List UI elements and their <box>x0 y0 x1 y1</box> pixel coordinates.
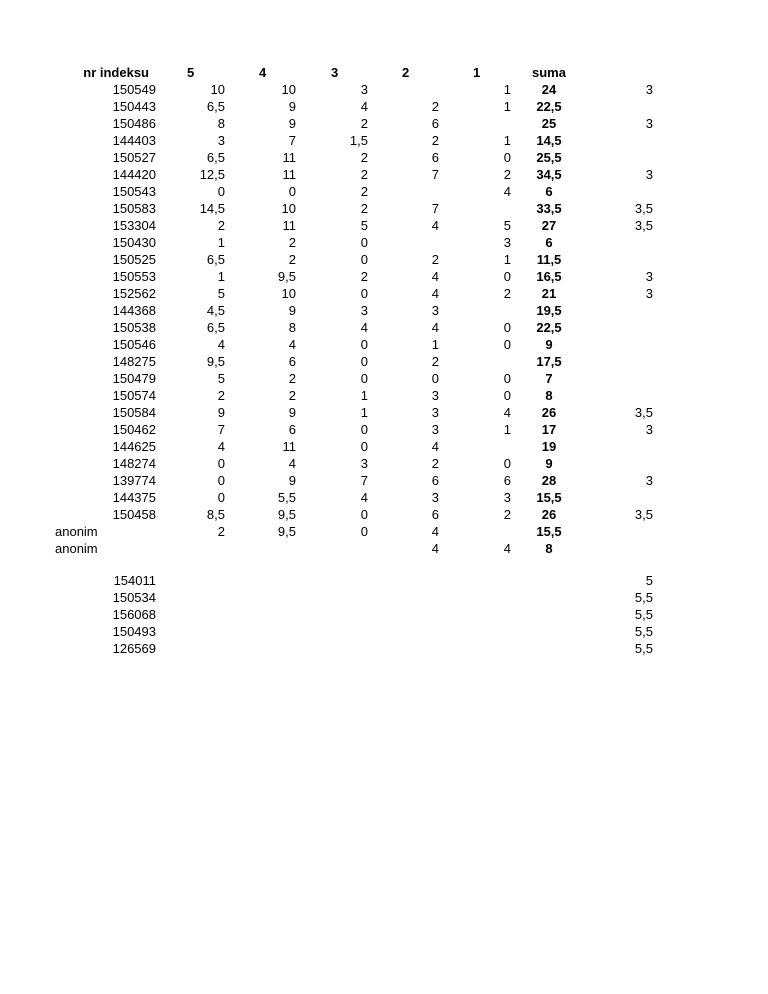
cell-col-3: 2 <box>360 184 368 199</box>
cell-col-2: 4 <box>431 439 439 454</box>
cell-id: 150486 <box>112 116 156 131</box>
cell-col-4: 5,5 <box>277 490 296 505</box>
table-row <box>0 302 768 319</box>
cell-col-3: 0 <box>360 252 368 267</box>
cell-col-1: 1 <box>503 133 511 148</box>
cell-extra: 3 <box>645 269 653 284</box>
cell-col-2: 3 <box>431 422 439 437</box>
cell-col-5: 1 <box>217 269 225 284</box>
cell-col-5: 5 <box>217 286 225 301</box>
cell-extra: 3 <box>645 286 653 301</box>
cell-id: 144375 <box>112 490 156 505</box>
extra-row <box>0 623 768 640</box>
header-id: nr indeksu <box>83 65 149 80</box>
cell-col-3: 0 <box>360 439 368 454</box>
cell-extra: 3 <box>645 116 653 131</box>
cell-id: 144625 <box>112 439 156 454</box>
table-row <box>0 115 768 132</box>
cell-col-1: 1 <box>503 422 511 437</box>
cell-col-3: 2 <box>360 201 368 216</box>
cell-col-3: 4 <box>360 320 368 335</box>
cell-suma: 22,5 <box>536 320 562 335</box>
cell-col-1: 0 <box>503 320 511 335</box>
cell-col-4: 10 <box>281 201 296 216</box>
table-row <box>0 336 768 353</box>
cell-col-2: 4 <box>431 524 439 539</box>
cell-col-5: 9,5 <box>206 354 225 369</box>
cell-col-1: 1 <box>503 252 511 267</box>
table-row <box>0 81 768 98</box>
table-row <box>0 438 768 455</box>
cell-suma: 7 <box>545 371 553 386</box>
table-row <box>0 285 768 302</box>
cell-col-4: 11 <box>282 439 296 454</box>
cell-id: 150462 <box>112 422 156 437</box>
cell-col-5: 9 <box>217 405 225 420</box>
cell-col-4: 4 <box>288 337 296 352</box>
cell-id: 144368 <box>112 303 156 318</box>
cell-id: 150553 <box>112 269 156 284</box>
cell-col-5: 6,5 <box>206 99 225 114</box>
cell-col-3: 3 <box>360 456 368 471</box>
cell-col-3: 0 <box>360 371 368 386</box>
cell-col-2: 6 <box>431 150 439 165</box>
cell-col-4: 9 <box>288 116 296 131</box>
cell-col-5: 10 <box>210 82 225 97</box>
cell-col-2: 6 <box>431 507 439 522</box>
cell-suma: 34,5 <box>536 167 562 182</box>
cell-col-3: 4 <box>360 490 368 505</box>
cell-col-2: 4 <box>431 541 439 556</box>
cell-col-4: 2 <box>288 371 296 386</box>
extra-value: 5,5 <box>634 641 653 656</box>
cell-col-3: 3 <box>360 82 368 97</box>
cell-col-4: 11 <box>282 167 296 182</box>
cell-col-1: 0 <box>503 456 511 471</box>
cell-col-3: 2 <box>360 167 368 182</box>
cell-col-5: 6,5 <box>206 320 225 335</box>
cell-col-3: 3 <box>360 303 368 318</box>
extra-row <box>0 640 768 657</box>
cell-col-1: 2 <box>503 507 511 522</box>
table-row <box>0 472 768 489</box>
cell-id: 144420 <box>112 167 156 182</box>
cell-col-3: 1 <box>360 405 368 420</box>
cell-col-4: 9 <box>288 405 296 420</box>
cell-id: 150546 <box>112 337 156 352</box>
header-row <box>0 64 768 81</box>
table-row <box>0 217 768 234</box>
cell-col-4: 9,5 <box>277 507 296 522</box>
cell-col-3: 0 <box>360 507 368 522</box>
table-row <box>0 166 768 183</box>
cell-col-5: 0 <box>217 184 225 199</box>
cell-id: 150549 <box>112 82 156 97</box>
cell-col-4: 2 <box>288 252 296 267</box>
header-col-5: 5 <box>187 65 195 80</box>
cell-suma: 14,5 <box>536 133 562 148</box>
header-col-2: 2 <box>402 65 410 80</box>
cell-col-3: 0 <box>360 337 368 352</box>
cell-col-5: 5 <box>217 371 225 386</box>
cell-col-1: 3 <box>503 235 511 250</box>
cell-id: 150584 <box>112 405 156 420</box>
cell-extra: 3,5 <box>634 507 653 522</box>
table-row <box>0 387 768 404</box>
cell-col-3: 5 <box>360 218 368 233</box>
extra-value: 5,5 <box>634 590 653 605</box>
cell-col-2: 0 <box>431 371 439 386</box>
cell-col-5: 2 <box>217 218 225 233</box>
cell-col-2: 4 <box>431 286 439 301</box>
cell-col-5: 3 <box>217 133 225 148</box>
table-row <box>0 455 768 472</box>
cell-suma: 33,5 <box>536 201 562 216</box>
extra-row <box>0 589 768 606</box>
cell-col-5: 0 <box>217 490 225 505</box>
cell-id: 148274 <box>112 456 156 471</box>
cell-col-4: 11 <box>282 218 296 233</box>
cell-col-3: 0 <box>360 422 368 437</box>
table-row <box>0 268 768 285</box>
header-col-1: 1 <box>473 65 481 80</box>
cell-col-5: 2 <box>217 388 225 403</box>
cell-col-5: 4 <box>217 337 225 352</box>
cell-col-1: 4 <box>503 541 511 556</box>
cell-id: 148275 <box>112 354 156 369</box>
cell-col-4: 8 <box>288 320 296 335</box>
cell-col-1: 0 <box>503 150 511 165</box>
cell-id: 150543 <box>112 184 156 199</box>
table-row <box>0 234 768 251</box>
cell-col-1: 3 <box>503 490 511 505</box>
table-row <box>0 540 768 557</box>
cell-col-4: 9,5 <box>277 269 296 284</box>
table-row <box>0 370 768 387</box>
table-row <box>0 149 768 166</box>
cell-col-5: 4,5 <box>206 303 225 318</box>
cell-suma: 8 <box>545 388 553 403</box>
cell-col-2: 2 <box>431 133 439 148</box>
header-col-3: 3 <box>331 65 339 80</box>
cell-col-5: 2 <box>217 524 225 539</box>
cell-col-5: 7 <box>217 422 225 437</box>
cell-id: 150527 <box>112 150 156 165</box>
header-suma: suma <box>532 65 566 80</box>
cell-extra: 3 <box>645 422 653 437</box>
cell-col-5: 0 <box>217 456 225 471</box>
cell-extra: 3,5 <box>634 218 653 233</box>
cell-suma: 25 <box>541 116 557 131</box>
table-row <box>0 183 768 200</box>
cell-col-1: 0 <box>503 269 511 284</box>
cell-col-1: 1 <box>503 82 511 97</box>
cell-col-3: 1 <box>360 388 368 403</box>
cell-col-2: 6 <box>431 473 439 488</box>
cell-col-5: 8,5 <box>206 507 225 522</box>
cell-col-5: 6,5 <box>206 150 225 165</box>
cell-col-5: 0 <box>217 473 225 488</box>
cell-id: 150443 <box>112 99 156 114</box>
cell-suma: 8 <box>545 541 553 556</box>
cell-id: 152562 <box>112 286 156 301</box>
extra-value: 5,5 <box>634 624 653 639</box>
cell-col-1: 0 <box>503 388 511 403</box>
cell-id: anonim <box>55 541 98 556</box>
cell-suma: 26 <box>541 507 557 522</box>
extra-id: 154011 <box>113 573 156 588</box>
cell-col-1: 6 <box>503 473 511 488</box>
cell-col-1: 0 <box>503 337 511 352</box>
cell-col-2: 4 <box>431 320 439 335</box>
cell-extra: 3 <box>645 473 653 488</box>
cell-id: 150574 <box>112 388 156 403</box>
cell-col-4: 4 <box>288 456 296 471</box>
cell-id: 139774 <box>112 473 156 488</box>
cell-id: 150538 <box>112 320 156 335</box>
cell-suma: 19 <box>541 439 557 454</box>
cell-col-5: 8 <box>217 116 225 131</box>
extra-id: 156068 <box>112 607 156 622</box>
cell-extra: 3,5 <box>634 405 653 420</box>
cell-col-1: 5 <box>503 218 511 233</box>
cell-suma: 9 <box>545 456 553 471</box>
cell-col-1: 1 <box>503 99 511 114</box>
cell-col-3: 0 <box>360 354 368 369</box>
cell-col-4: 6 <box>288 354 296 369</box>
table-row <box>0 523 768 540</box>
cell-col-2: 3 <box>431 405 439 420</box>
cell-col-3: 4 <box>360 99 368 114</box>
table-row <box>0 421 768 438</box>
cell-suma: 15,5 <box>536 490 562 505</box>
cell-col-3: 7 <box>360 473 368 488</box>
table-row <box>0 98 768 115</box>
cell-col-1: 0 <box>503 371 511 386</box>
cell-id: 150430 <box>112 235 156 250</box>
cell-col-2: 2 <box>431 252 439 267</box>
cell-id: 153304 <box>112 218 156 233</box>
cell-col-2: 2 <box>431 99 439 114</box>
cell-col-3: 1,5 <box>349 133 368 148</box>
table-row <box>0 132 768 149</box>
cell-col-4: 9 <box>288 473 296 488</box>
cell-col-3: 2 <box>360 116 368 131</box>
cell-col-3: 0 <box>360 286 368 301</box>
cell-col-4: 2 <box>288 235 296 250</box>
table-row <box>0 506 768 523</box>
cell-col-2: 3 <box>431 388 439 403</box>
table-row <box>0 319 768 336</box>
cell-suma: 16,5 <box>536 269 562 284</box>
cell-suma: 28 <box>541 473 557 488</box>
cell-col-2: 4 <box>431 218 439 233</box>
cell-col-5: 4 <box>217 439 225 454</box>
extra-id: 126569 <box>112 641 156 656</box>
cell-col-4: 6 <box>288 422 296 437</box>
extra-row <box>0 606 768 623</box>
cell-suma: 11,5 <box>536 252 562 267</box>
cell-id: 150525 <box>112 252 156 267</box>
table-row <box>0 489 768 506</box>
cell-col-3: 2 <box>360 150 368 165</box>
cell-suma: 6 <box>545 184 553 199</box>
table-row <box>0 404 768 421</box>
cell-col-4: 11 <box>282 150 296 165</box>
cell-suma: 15,5 <box>536 524 562 539</box>
extra-id: 150493 <box>112 624 156 639</box>
cell-col-2: 1 <box>431 337 439 352</box>
cell-suma: 25,5 <box>536 150 562 165</box>
cell-id: 144403 <box>112 133 156 148</box>
cell-col-2: 7 <box>431 201 439 216</box>
table-row <box>0 353 768 370</box>
cell-col-1: 4 <box>503 184 511 199</box>
cell-col-3: 0 <box>360 235 368 250</box>
cell-id: anonim <box>55 524 98 539</box>
cell-col-4: 10 <box>281 286 296 301</box>
cell-suma: 6 <box>545 235 553 250</box>
extra-row <box>0 572 768 589</box>
cell-col-2: 7 <box>431 167 439 182</box>
cell-col-4: 10 <box>281 82 296 97</box>
cell-col-2: 2 <box>431 456 439 471</box>
cell-extra: 3,5 <box>634 201 653 216</box>
cell-suma: 19,5 <box>536 303 562 318</box>
cell-suma: 17 <box>541 422 557 437</box>
cell-suma: 26 <box>541 405 557 420</box>
cell-id: 150583 <box>112 201 156 216</box>
cell-col-4: 9 <box>288 99 296 114</box>
cell-col-5: 1 <box>217 235 225 250</box>
cell-extra: 3 <box>645 167 653 182</box>
cell-col-4: 0 <box>288 184 296 199</box>
cell-suma: 17,5 <box>536 354 562 369</box>
cell-col-2: 2 <box>431 354 439 369</box>
table-row <box>0 251 768 268</box>
table-row <box>0 200 768 217</box>
cell-col-1: 4 <box>503 405 511 420</box>
cell-col-3: 2 <box>360 269 368 284</box>
cell-col-4: 9,5 <box>277 524 296 539</box>
cell-col-4: 2 <box>288 388 296 403</box>
cell-col-2: 6 <box>431 116 439 131</box>
cell-col-4: 9 <box>288 303 296 318</box>
cell-col-1: 2 <box>503 286 511 301</box>
cell-col-2: 3 <box>431 490 439 505</box>
cell-id: 150479 <box>112 371 156 386</box>
cell-col-5: 14,5 <box>199 201 225 216</box>
header-col-4: 4 <box>259 65 267 80</box>
cell-col-2: 4 <box>431 269 439 284</box>
cell-suma: 22,5 <box>536 99 562 114</box>
cell-col-2: 3 <box>431 303 439 318</box>
cell-id: 150458 <box>112 507 156 522</box>
extra-value: 5 <box>645 573 653 588</box>
extra-id: 150534 <box>112 590 156 605</box>
cell-extra: 3 <box>645 82 653 97</box>
cell-suma: 21 <box>541 286 557 301</box>
cell-suma: 24 <box>541 82 557 97</box>
cell-col-5: 12,5 <box>199 167 225 182</box>
cell-col-3: 0 <box>360 524 368 539</box>
cell-col-4: 7 <box>288 133 296 148</box>
cell-col-5: 6,5 <box>206 252 225 267</box>
extra-value: 5,5 <box>634 607 653 622</box>
cell-col-1: 2 <box>503 167 511 182</box>
cell-suma: 9 <box>545 337 553 352</box>
cell-suma: 27 <box>541 218 557 233</box>
